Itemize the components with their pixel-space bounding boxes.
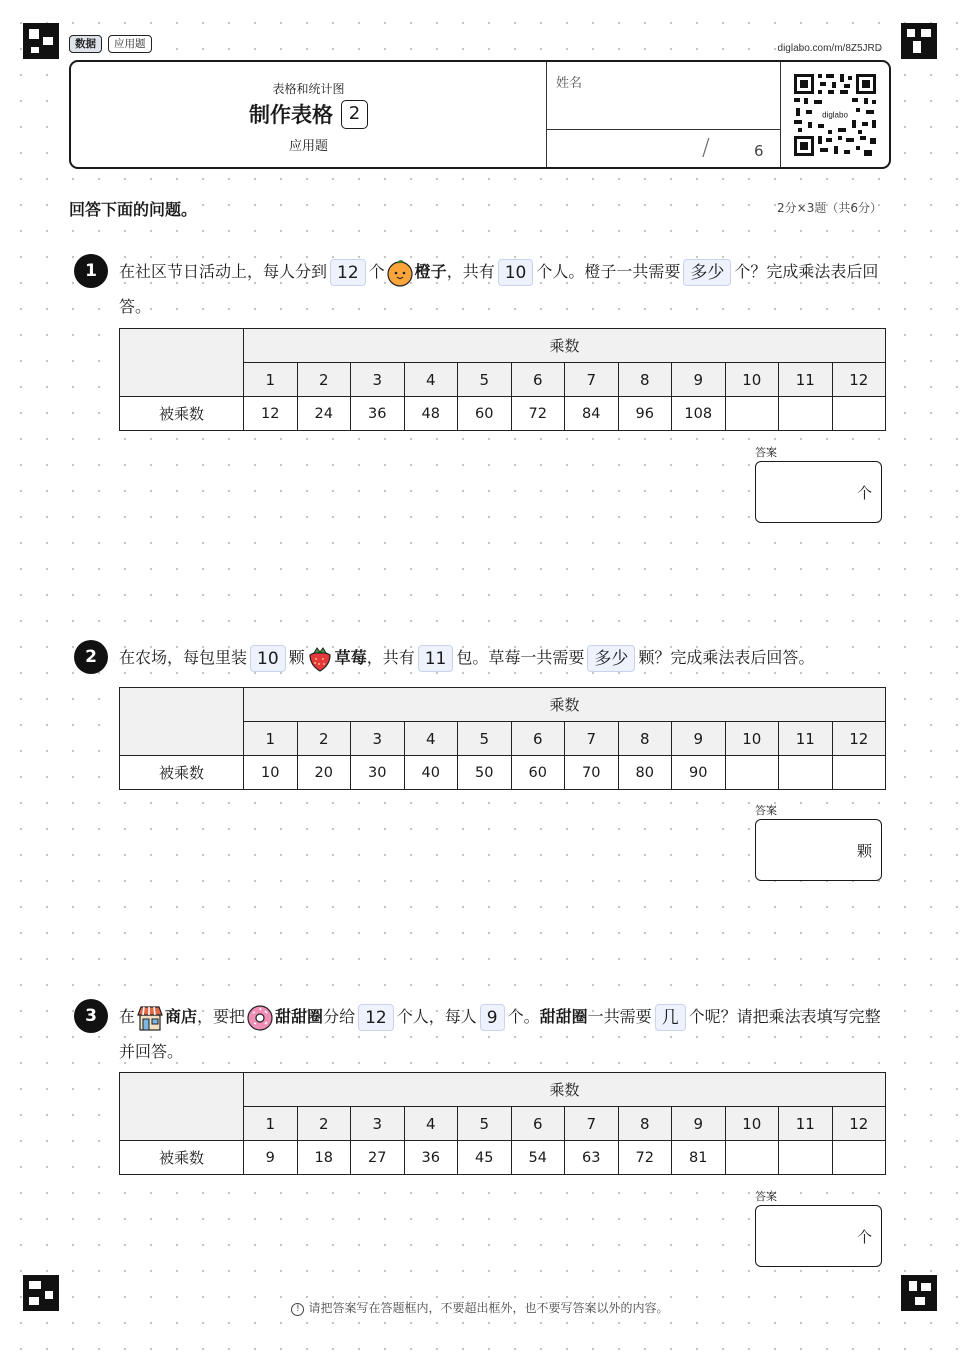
multiplier-cell: 9 <box>672 363 726 397</box>
q3-text-3: 个人，每人 <box>396 1007 477 1026</box>
product-cell: 36 <box>351 397 405 431</box>
q2-text-1: 在农场，每包里装 <box>119 648 248 667</box>
q3-text-6: 个呢？请把乘法表填写完整并回答。 <box>119 1007 881 1061</box>
q2-chip-packs: 11 <box>418 645 454 672</box>
product-cell: 96 <box>618 397 672 431</box>
tag-word-problem: 应用题 <box>108 35 152 53</box>
q3-store-name: 商店 <box>165 1007 198 1026</box>
product-cell: 20 <box>297 756 351 790</box>
product-cell: 63 <box>565 1141 619 1175</box>
multiplier-cell: 1 <box>244 722 298 756</box>
multiplier-cell: 2 <box>297 1107 351 1141</box>
multiplicand-label: 被乘数 <box>120 756 244 790</box>
product-cell: 50 <box>458 756 512 790</box>
tag-list <box>69 35 152 53</box>
product-cell: 18 <box>297 1141 351 1175</box>
q1-chip-per-person: 12 <box>330 259 366 286</box>
product-blank-cell[interactable] <box>725 1141 779 1175</box>
multiplier-cell: 6 <box>511 363 565 397</box>
multiplier-cell: 4 <box>404 363 458 397</box>
multiplication-table-2 <box>119 687 886 790</box>
product-cell: 48 <box>404 397 458 431</box>
product-cell: 10 <box>244 756 298 790</box>
table-corner-cell <box>120 329 244 397</box>
product-blank-cell[interactable] <box>725 397 779 431</box>
product-cell: 80 <box>618 756 672 790</box>
q3-text-2: 分给 <box>323 1007 356 1026</box>
multiplier-cell: 6 <box>511 1107 565 1141</box>
multiplier-cell: 4 <box>404 1107 458 1141</box>
score-slash: / <box>702 135 710 161</box>
multiplier-cell: 11 <box>779 363 833 397</box>
qr-code <box>792 72 878 158</box>
q3-chip-people: 12 <box>358 1004 394 1031</box>
multiplier-cell: 10 <box>725 363 779 397</box>
q2-chip-per-pack: 10 <box>250 645 286 672</box>
table-corner-cell <box>120 688 244 756</box>
info-icon: ! <box>291 1303 304 1316</box>
q3-text-5: 一共需要 <box>587 1007 652 1026</box>
product-blank-cell[interactable] <box>779 1141 833 1175</box>
question-1-text <box>119 254 889 324</box>
multiplier-cell: 9 <box>672 722 726 756</box>
product-cell: 72 <box>618 1141 672 1175</box>
product-cell: 81 <box>672 1141 726 1175</box>
multiplier-cell: 3 <box>351 1107 405 1141</box>
q2-text-2: 颗 <box>288 648 305 667</box>
q3-text-4: 个。 <box>507 1007 540 1026</box>
answer-unit-3: 个 <box>856 1228 872 1246</box>
q1-text-5: 个？完成乘法表后回答。 <box>119 262 879 316</box>
question-2-number: 2 <box>74 640 108 674</box>
name-label: 姓名 <box>556 76 583 91</box>
answer-label-1: 答案 <box>755 446 777 459</box>
multiplier-cell: 5 <box>458 363 512 397</box>
q1-text-2: 个 <box>368 262 385 281</box>
product-blank-cell[interactable] <box>725 756 779 790</box>
product-blank-cell[interactable] <box>779 756 833 790</box>
product-blank-cell[interactable] <box>832 1141 886 1175</box>
footer-text: 请把答案写在答题框内，不要超出框外，也不要写答案以外的内容。 <box>308 1301 669 1315</box>
tag-data: 数据 <box>69 35 102 53</box>
product-cell: 36 <box>404 1141 458 1175</box>
worksheet-header <box>69 60 891 169</box>
q2-text-4: 包。草莓一共需要 <box>456 648 585 667</box>
product-cell: 108 <box>672 397 726 431</box>
multiplier-header: 乘数 <box>244 1073 886 1107</box>
q2-chip-how-many: 多少 <box>587 645 635 672</box>
product-cell: 30 <box>351 756 405 790</box>
product-cell: 45 <box>458 1141 512 1175</box>
multiplicand-label: 被乘数 <box>120 1141 244 1175</box>
points-info: 2分×3题（共6分） <box>777 201 882 215</box>
q2-text-5: 颗？完成乘法表后回答。 <box>638 648 815 667</box>
product-blank-cell[interactable] <box>832 397 886 431</box>
orange-icon <box>386 259 414 287</box>
corner-marker-top-right <box>901 23 937 59</box>
product-blank-cell[interactable] <box>832 756 886 790</box>
q1-chip-how-many: 多少 <box>683 259 731 286</box>
multiplier-cell: 6 <box>511 722 565 756</box>
product-cell: 84 <box>565 397 619 431</box>
multiplier-cell: 5 <box>458 1107 512 1141</box>
category-label: 表格和统计图 <box>272 82 345 96</box>
multiplication-table-3 <box>119 1072 886 1175</box>
q2-text-3: ，共有 <box>366 648 415 667</box>
multiplier-cell: 10 <box>725 1107 779 1141</box>
multiplier-cell: 11 <box>779 722 833 756</box>
multiplicand-label: 被乘数 <box>120 397 244 431</box>
multiplier-cell: 7 <box>565 722 619 756</box>
multiplier-cell: 12 <box>832 1107 886 1141</box>
multiplier-cell: 10 <box>725 722 779 756</box>
multiplier-cell: 2 <box>297 722 351 756</box>
multiplier-cell: 3 <box>351 363 405 397</box>
title-block <box>71 62 546 167</box>
table-corner-cell <box>120 1073 244 1141</box>
answer-box-1[interactable] <box>755 461 882 523</box>
product-cell: 9 <box>244 1141 298 1175</box>
site-url: diglabo.com/m/8Z5JRD <box>777 43 882 54</box>
product-cell: 60 <box>458 397 512 431</box>
question-1-number: 1 <box>74 254 108 288</box>
question-3-text <box>119 999 889 1069</box>
answer-unit-1: 个 <box>856 484 872 502</box>
multiplier-cell: 8 <box>618 363 672 397</box>
q1-text-1: 在社区节日活动上，每人分到 <box>119 262 328 281</box>
score-total: 6 <box>754 142 764 160</box>
multiplier-cell: 8 <box>618 722 672 756</box>
product-cell: 24 <box>297 397 351 431</box>
multiplier-cell: 4 <box>404 722 458 756</box>
product-cell: 72 <box>511 397 565 431</box>
instruction: 回答下面的问题。 <box>69 200 198 219</box>
q3-item-name-2: 甜甜圈 <box>539 1007 588 1026</box>
store-icon <box>136 1004 164 1032</box>
q1-chip-people: 10 <box>498 259 534 286</box>
q3-chip-per-person: 9 <box>480 1004 505 1031</box>
multiplier-cell: 5 <box>458 722 512 756</box>
product-blank-cell[interactable] <box>779 397 833 431</box>
name-score-divider <box>547 129 780 130</box>
q3-text-1: ，要把 <box>197 1007 246 1026</box>
page-title <box>71 99 546 129</box>
q3-item-name: 甜甜圈 <box>275 1007 324 1026</box>
answer-box-3[interactable] <box>755 1205 882 1267</box>
corner-marker-top-left <box>23 23 59 59</box>
multiplier-cell: 7 <box>565 1107 619 1141</box>
multiplier-cell: 9 <box>672 1107 726 1141</box>
multiplier-cell: 2 <box>297 363 351 397</box>
q1-text-4: 个人。橙子一共需要 <box>536 262 681 281</box>
q1-text-3: ，共有 <box>446 262 495 281</box>
answer-label-3: 答案 <box>755 1190 777 1203</box>
question-2-text <box>119 640 889 675</box>
multiplier-cell: 12 <box>832 722 886 756</box>
multiplier-cell: 1 <box>244 1107 298 1141</box>
answer-label-2: 答案 <box>755 804 777 817</box>
multiplier-cell: 1 <box>244 363 298 397</box>
footer-note <box>0 1299 960 1316</box>
subtitle: 应用题 <box>288 139 328 154</box>
q3-chip-how-many: 几 <box>655 1004 686 1031</box>
donut-icon <box>246 1004 274 1032</box>
strawberry-icon <box>306 645 334 673</box>
product-cell: 27 <box>351 1141 405 1175</box>
multiplier-cell: 11 <box>779 1107 833 1141</box>
product-cell: 12 <box>244 397 298 431</box>
multiplier-cell: 3 <box>351 722 405 756</box>
page-title-text: 制作表格 <box>249 103 333 127</box>
qr-label: diglabo <box>822 110 848 120</box>
q2-item-name: 草莓 <box>334 648 367 667</box>
product-cell: 40 <box>404 756 458 790</box>
q3-text-0: 在 <box>119 1007 136 1026</box>
product-cell: 90 <box>672 756 726 790</box>
worksheet-number: 2 <box>341 100 368 129</box>
multiplier-cell: 7 <box>565 363 619 397</box>
multiplier-header: 乘数 <box>244 329 886 363</box>
question-3-number: 3 <box>74 999 108 1033</box>
q1-item-name: 橙子 <box>414 262 447 281</box>
product-cell: 70 <box>565 756 619 790</box>
product-cell: 54 <box>511 1141 565 1175</box>
answer-unit-2: 颗 <box>856 842 872 860</box>
answer-box-2[interactable] <box>755 819 882 881</box>
multiplier-header: 乘数 <box>244 688 886 722</box>
multiplication-table-1 <box>119 328 886 431</box>
multiplier-cell: 8 <box>618 1107 672 1141</box>
product-cell: 60 <box>511 756 565 790</box>
name-score-block <box>546 62 781 167</box>
multiplier-cell: 12 <box>832 363 886 397</box>
